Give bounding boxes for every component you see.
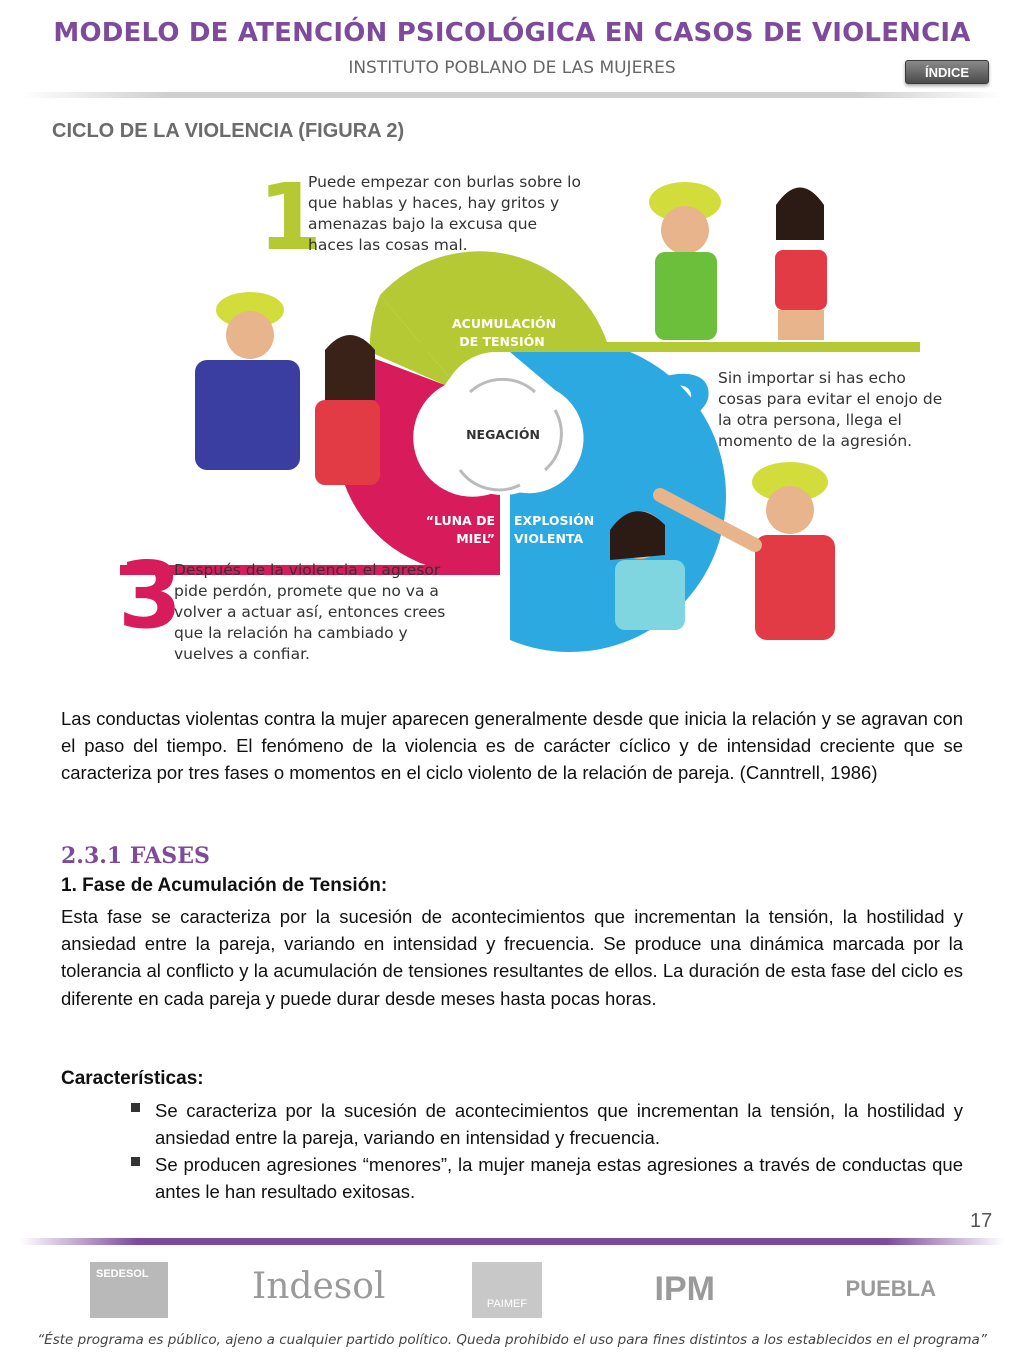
negation-label: NEGACIÓN [466, 427, 540, 442]
tension-label: ACUMULACIÓN DE TENSIÓN [452, 316, 557, 349]
footer-divider [20, 1238, 1004, 1245]
index-button[interactable]: ÍNDICE [905, 60, 989, 84]
list-item: Se producen agresiones “menores”, la mujer maneja estas agresiones a través de conductas que antes le han resultado exitosas. [155, 1154, 963, 1203]
honeymoon-label: “LUNA DE MIEL” [425, 513, 495, 546]
footer-disclaimer: “Éste programa es público, ajeno a cualquier partido político. Queda prohibido el uso para fines distintos a los establecidos en el programa” [37, 1332, 987, 1348]
intro-paragraph: Las conductas violentas contra la mujer aparecen generalmente desde que inicia la relación y se agravan con el paso del tiempo. El fenómeno de la violencia es de carácter cíclico y de intensidad creciente que se caracteriza por tres fases o momentos en el ciclo violento de la relación de pareja. (Canntrell, 1986) [61, 708, 963, 784]
list-item: Se caracteriza por la sucesión de acontecimientos que incrementan la tensión, la hostilidad y ansiedad entre la pareja, variando en intensidad y frecuencia. [155, 1100, 963, 1149]
couple-illustration-left [195, 292, 380, 485]
explosion-label: EXPLOSIÓN VIOLENTA [514, 513, 595, 546]
phases-heading: 2.3.1 FASES [61, 843, 210, 869]
couple-illustration-top [649, 182, 827, 340]
ipm-logo-text: IPM [654, 1270, 715, 1308]
header-divider [20, 92, 1004, 98]
puebla-logo-text: PUEBLA [845, 1276, 936, 1301]
step3-number: 3 [118, 542, 183, 649]
paimef-logo [472, 1262, 542, 1318]
step1-text: Puede empezar con burlas sobre lo que hablas y haces, hay gritos y amenazas bajo la excusa que haces las cosas mal. [308, 173, 581, 254]
violence-cycle-figure [100, 160, 960, 680]
ipm-logo [625, 1262, 715, 1318]
sedesol-logo [90, 1262, 168, 1318]
phase1-title: 1. Fase de Acumulación de Tensión: [61, 875, 388, 896]
step2-number: 2 [653, 357, 718, 464]
sedesol-logo-text: SEDESOL [96, 1268, 149, 1280]
bullet-square-icon [131, 1157, 140, 1166]
figure-section-label: CICLO DE LA VIOLENCIA (FIGURA 2) [52, 120, 405, 142]
step1-number: 1 [258, 164, 323, 271]
bullet-square-icon [131, 1103, 140, 1112]
institute-subtitle: INSTITUTO POBLANO DE LAS MUJERES [348, 58, 676, 78]
indesol-logo-text: Indesol [252, 1266, 386, 1307]
characteristics-title: Características: [61, 1068, 204, 1089]
indesol-logo [252, 1262, 387, 1318]
step2-text: Sin importar si has echo cosas para evitar el enojo de la otra persona, llega el momento de la agresión. [718, 369, 943, 450]
phase1-paragraph: Esta fase se caracteriza por la sucesión de acontecimientos que incrementan la tensión, la hostilidad y ansiedad entre la pareja, variando en intensidad y frecuencia. Se produce una dinámica marcada por la tolerancia al conflicto y la acumulación de tensiones resultantes de ellos. La duración de esta fase del ciclo es diferente en cada pareja y puede durar desde meses hasta pocas horas. [61, 906, 963, 1009]
page-number: 17 [970, 1210, 993, 1232]
document-title: MODELO DE ATENCIÓN PSICOLÓGICA EN CASOS DE VIOLENCIA [53, 18, 971, 48]
step3-text: Después de la violencia el agresor pide perdón, promete que no va a volver a actuar así, entonces crees que la relación ha cambiado y vuelves a confiar. [174, 561, 446, 663]
puebla-logo [800, 1262, 936, 1318]
paimef-logo-text: PAIMEF [486, 1298, 528, 1310]
